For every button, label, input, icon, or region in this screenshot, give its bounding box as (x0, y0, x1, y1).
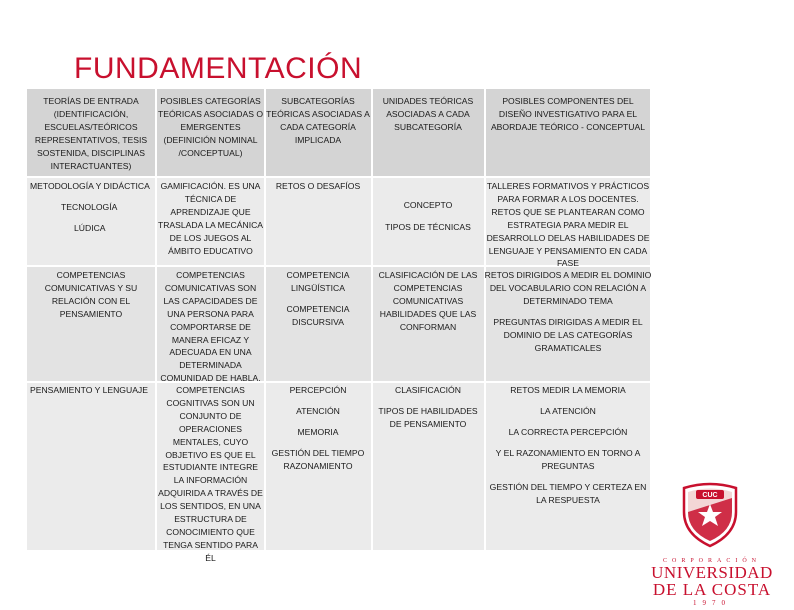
row3-subcategory-perception: PERCEPCIÓN (289, 385, 347, 395)
wordmark-line2: DE LA COSTA (652, 580, 772, 599)
row2-component-vocabulary: RETOS DIRIGIDOS A MEDIR EL DOMINIO DEL VOCABULARIO CON RELACIÓN A DETERMINADO TEMA (484, 270, 652, 306)
row3-subcategory-attention: ATENCIÓN (296, 406, 340, 416)
row3-theory: PENSAMIENTO Y LENGUAJE (30, 385, 148, 395)
row3-subcategory-memory: MEMORIA (297, 427, 339, 437)
row1-theory-ludic: LÚDICA (74, 223, 106, 233)
row3-component-perception: LA CORRECTA PERCEPCIÓN (508, 427, 628, 437)
row2-subcategory-discursive: COMPETENCIA DISCURSIVA (286, 304, 350, 327)
header-cell-components: POSIBLES COMPONENTES DEL DISEÑO INVESTIGATIVO PARA EL ABORDAJE TEÓRICO - CONCEPTUAL (490, 96, 646, 132)
header-cell-subcategories: SUBCATEGORÍAS TEÓRICAS ASOCIADAS A CADA CATEGORÍA IMPLICADA (266, 96, 370, 145)
row3-subcategory-time-reasoning: GESTIÓN DEL TIEMPO RAZONAMIENTO (271, 448, 365, 471)
header-cell-theories: TEORÍAS DE ENTRADA (IDENTIFICACIÓN, ESCUELAS/TEÓRICOS REPRESENTATIVOS, TESIS SOSTENIDA, DISCIPLINAS INTERACTUANTES) (34, 96, 148, 171)
row1-theory-technology: TECNOLOGÍA (61, 202, 118, 212)
logo-badge-text: CUC (702, 492, 718, 499)
row3-unit-classification: CLASIFICACIÓN (395, 385, 461, 395)
row1-component: TALLERES FORMATIVOS Y PRÁCTICOS PARA FORMAR A LOS DOCENTES. RETOS QUE SE PLANTEARAN COMO ESTRATEGIA PARA MEDIR EL DESARROLLO DELAS HABILIDADES DE LENGUAJE Y PENSAMIENTO EN CADA FASE (486, 181, 650, 269)
wordmark-year: 1970 (693, 599, 731, 607)
wordmark-corporacion: CORPORACIÓN (662, 558, 761, 564)
header-cell-categories: POSIBLES CATEGORÍAS TEÓRICAS ASOCIADAS O EMERGENTES (DEFINICIÓN NOMINAL /CONCEPTUAL) (157, 96, 264, 158)
row1-unit-concept: CONCEPTO (403, 200, 453, 210)
row1-unit-techniques: TIPOS DE TÉCNICAS (385, 222, 471, 232)
row3-unit-skill-types: TIPOS DE HABILIDADES DE PENSAMIENTO (378, 406, 478, 429)
row3-category: COMPETENCIAS COGNITIVAS SON UN CONJUNTO DE OPERACIONES MENTALES, CUYO OBJETIVO ES QUE EL ESTUDIANTE INTEGRE LA INFORMACIÓN ADQUIRIDA A TRAVÉS DE LOS SENTIDOS, EN UNA ESTRUCTURA DE CONOCIMIENTO QUE TENGA SENTIDO PARA ÉL (158, 385, 263, 563)
fundamentation-table (27, 89, 652, 563)
row2-unit: CLASIFICACIÓN DE LAS COMPETENCIAS COMUNICATIVAS HABILIDADES QUE LAS CONFORMAN (378, 270, 478, 332)
row2-component-grammar: PREGUNTAS DIRIGIDAS A MEDIR EL DOMINIO DE LAS CATEGORÍAS GRAMATICALES (493, 317, 643, 353)
row2-subcategory-linguistic: COMPETENCIA LINGÜÍSTICA (286, 270, 350, 293)
cuc-shield-logo (680, 478, 740, 548)
page-title: FUNDAMENTACIÓN (74, 52, 363, 85)
row3-component-attention: LA ATENCIÓN (540, 406, 596, 416)
row1-subcategory: RETOS O DESAFÍOS (275, 181, 361, 191)
row3-component-time: GESTIÓN DEL TIEMPO Y CERTEZA EN LA RESPUESTA (489, 482, 647, 505)
row1-theory-methodology: METODOLOGÍA Y DIDÁCTICA (30, 181, 150, 191)
header-cell-units: UNIDADES TEÓRICAS ASOCIADAS A CADA SUBCATEGORÍA (382, 96, 474, 132)
row3-component-reasoning: Y EL RAZONAMIENTO EN TORNO A PREGUNTAS (495, 448, 641, 471)
row2-category: COMPETENCIAS COMUNICATIVAS SON LAS CAPACIDADES DE UNA PERSONA PARA COMPORTARSE DE MANERA EFICAZ Y ADECUADA EN UNA DETERMINADA COMUNIDAD DE HABLA. (160, 270, 261, 384)
row3-component-memory: RETOS MEDIR LA MEMORIA (510, 385, 626, 395)
university-wordmark (650, 558, 774, 607)
wordmark-line1: UNIVERSIDAD (651, 563, 773, 582)
row1-category: GAMIFICACIÓN. ES UNA TÉCNICA DE APRENDIZAJE QUE TRASLADA LA MECÁNICA DE LOS JUEGOS AL ÁMBITO EDUCATIVO (157, 181, 264, 256)
row2-theory: COMPETENCIAS COMUNICATIVAS Y SU RELACIÓN CON EL PENSAMIENTO (44, 270, 138, 319)
